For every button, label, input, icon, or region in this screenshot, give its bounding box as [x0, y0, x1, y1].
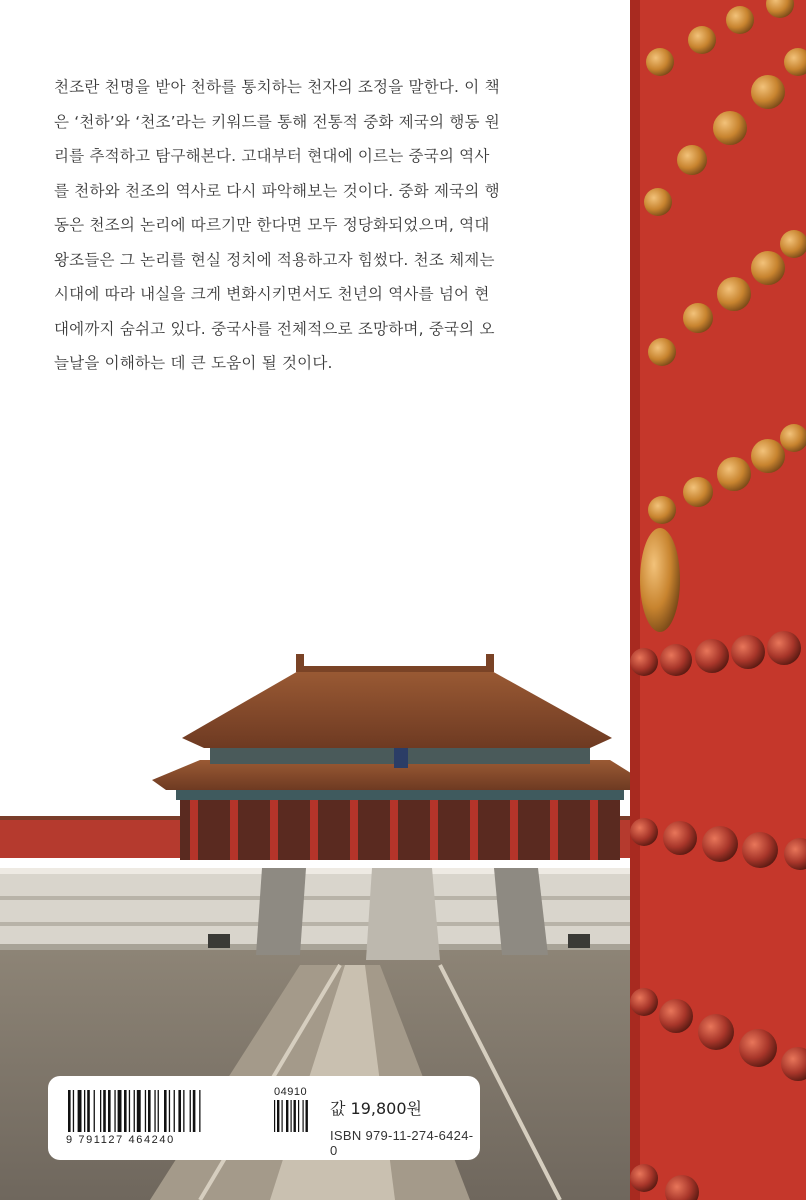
description-line: 리를 추적하고 탐구해본다. 고대부터 현대에 이르는 중국의 역사 [54, 147, 490, 165]
isbn-barcode [68, 1090, 248, 1134]
barcode-bar [193, 1090, 196, 1132]
barcode-bar [178, 1090, 181, 1132]
description-line: 시대에 따라 내실을 크게 변화시키면서도 천년의 역사를 넘어 현 [54, 285, 490, 303]
barcode-bar [100, 1090, 101, 1132]
description-line: 동은 천조의 논리에 따르기만 한다면 모두 정당화되었으며, 역대 [54, 216, 490, 234]
price: 값 19,800원 [330, 1099, 422, 1118]
addon-bar [298, 1100, 299, 1132]
barcode-bar [158, 1090, 159, 1132]
barcode-bar [148, 1090, 151, 1132]
barcode-bar [199, 1090, 200, 1132]
description-line: 천조란 천명을 받아 천하를 통치하는 천자의 조정을 말한다. 이 책 [54, 78, 500, 96]
addon-bar [306, 1100, 308, 1132]
barcode-bar [73, 1090, 74, 1132]
description-line: 를 천하와 천조의 역사로 다시 파악해보는 것이다. 중화 제국의 행 [54, 181, 500, 200]
barcode-bar [174, 1090, 175, 1132]
barcode-bar [137, 1090, 141, 1132]
description-line: 왕조들은 그 논리를 현실 정치에 적용하고자 힘썼다. 천조 체제는 [54, 250, 495, 269]
barcode-bar [103, 1090, 106, 1132]
barcode-bar [94, 1090, 95, 1132]
addon-bar [282, 1100, 283, 1132]
barcode-bar [84, 1090, 85, 1132]
description-line: 늘날을 이해하는 데 큰 도움이 될 것이다. [54, 354, 333, 372]
barcode-digits: 9 791127 464240 [66, 1134, 175, 1146]
barcode-bar [154, 1090, 155, 1132]
barcode-bar [134, 1090, 135, 1132]
addon-code: 04910 [274, 1086, 308, 1098]
barcode-bar [129, 1090, 130, 1132]
barcode-bar [183, 1090, 184, 1132]
addon-barcode [274, 1100, 320, 1134]
description-line: 대에까지 숨쉬고 있다. 중국사를 전체적으로 조망하며, 중국의 오 [54, 319, 495, 338]
barcode-bar [124, 1090, 127, 1132]
barcode-bar [87, 1090, 90, 1132]
addon-bar [277, 1100, 279, 1132]
description-line: 은 ‘천하’와 ‘천조’라는 키워드를 통해 전통적 중화 제국의 행동 원 [54, 112, 500, 131]
barcode-label [48, 1076, 480, 1160]
barcode-bar [169, 1090, 170, 1132]
barcode-bar [108, 1090, 111, 1132]
addon-bar [294, 1100, 296, 1132]
book-description [54, 70, 610, 381]
barcode-bar [68, 1090, 71, 1132]
barcode-bar [118, 1090, 122, 1132]
barcode-bar [190, 1090, 191, 1132]
red-door-photo [630, 0, 806, 1200]
barcode-bar [164, 1090, 167, 1132]
barcode-bar [114, 1090, 115, 1132]
addon-bar [274, 1100, 275, 1132]
barcode-bar [78, 1090, 82, 1132]
addon-bar [286, 1100, 288, 1132]
addon-bar [303, 1100, 304, 1132]
barcode-bar [145, 1090, 146, 1132]
isbn: ISBN 979-11-274-6424-0 [330, 1128, 474, 1158]
addon-bar [291, 1100, 292, 1132]
